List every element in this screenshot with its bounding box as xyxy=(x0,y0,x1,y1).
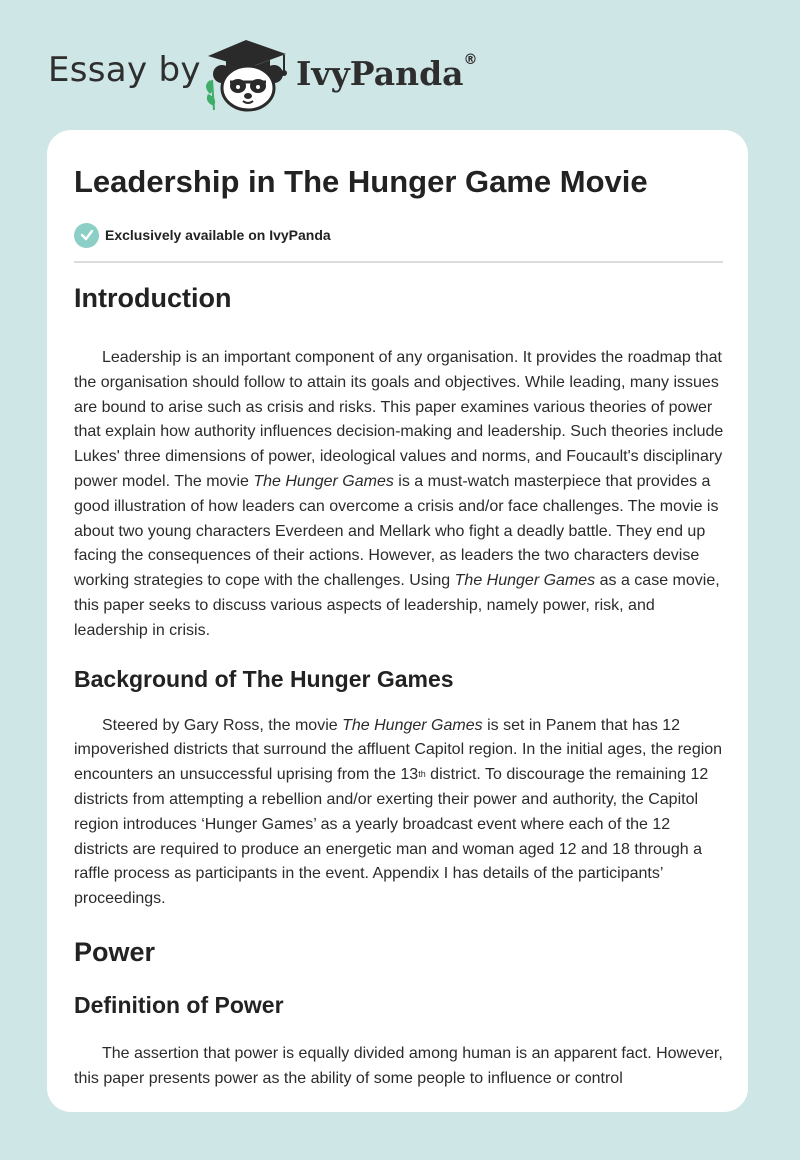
brand-name[interactable]: IvyPanda® xyxy=(296,52,478,93)
essay-body xyxy=(74,280,724,1092)
check-circle-icon xyxy=(74,223,99,248)
paragraph-background: Steered by Gary Ross, the movie The Hunger Games is set in Panem that has 12 impoverished districts that surround the affluent Capitol region. In the initial ages, the region encounters an unsuccessful uprising from the 13th district. To discourage the remaining 12 districts from attempting a rebellion and/or exerting their power and authority, the Capitol region introduces ‘Hunger Games’ as a yearly broadcast event where each of the 12 districts are required to produce an energetic man and woman aged 12 and 18 through a raffle process as participants in the event. Appendix I has details of the participants’ proceedings. xyxy=(74,716,723,908)
section-heading-power: Power xyxy=(74,936,156,967)
section-heading-background: Background of The Hunger Games xyxy=(74,665,454,692)
divider xyxy=(74,261,723,263)
essay-card xyxy=(47,130,748,1112)
subheading-definition-of-power: Definition of Power xyxy=(74,991,284,1018)
paragraph-introduction: Leadership is an important component of any organisation. It provides the roadmap that the organisation should follow to attain its goals and objectives. While leading, many issues are bound to arise such as crisis and risks. This paper examines various theories of power that explain how authority influences decision-making and leadership. Such theories include Lukes' three dimensions of power, ideological values and norms, and Foucault's disciplinary power model. The movie The Hunger Games is a must-watch masterpiece that provides a good illustration of how leaders can overcome a crisis and/or face challenges. The movie is about two young characters Everdeen and Mellark who fight a deadly battle. They end up facing the consequences of their actions. However, as leaders the two characters devise working strategies to cope with the challenges. Using The Hunger Games as a case movie, this paper seeks to discuss various aspects of leadership, namely power, risk, and leadership in crisis. xyxy=(74,349,724,639)
exclusive-label: Exclusively available on IvyPanda xyxy=(105,227,331,243)
paragraph-power: The assertion that power is equally divided among human is an apparent fact. However, this paper presents power as the ability of some people to influence or control xyxy=(74,1044,723,1087)
page-title: Leadership in The Hunger Game Movie xyxy=(74,164,648,199)
site-header xyxy=(48,30,488,114)
exclusive-badge xyxy=(74,222,331,248)
essay-by-label: Essay by xyxy=(48,50,201,90)
section-heading-introduction: Introduction xyxy=(74,283,232,313)
panda-graduate-icon[interactable] xyxy=(200,30,296,114)
